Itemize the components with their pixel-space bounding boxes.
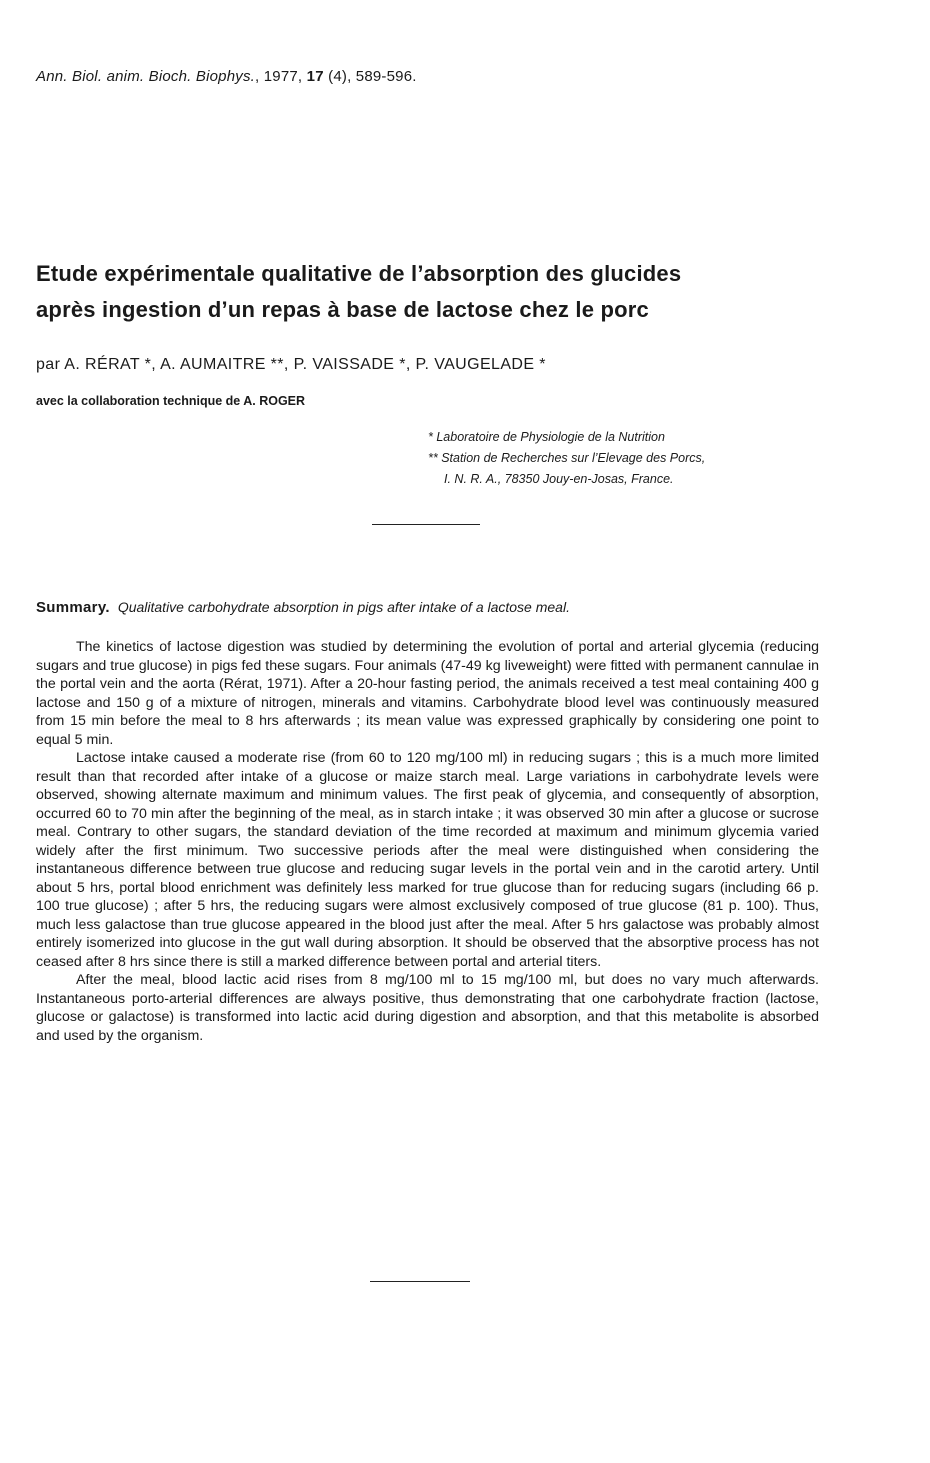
summary-heading [36,599,570,616]
author-list: par A. RÉRAT *, A. AUMAITRE **, P. VAISSADE *, P. VAUGELADE * [36,356,546,373]
summary-paragraph: After the meal, blood lactic acid rises from 8 mg/100 ml to 15 mg/100 ml, but does no vary much afterwards. Instantaneous porto-arterial differences are always positive, thus demonstrating that one carbohydrate fraction (lactose, glucose or galactose) is transformed into lactic acid during digestion and absorption, and that this metabolite is absorbed and used by the organism. [36,972,819,1044]
journal-reference [36,68,417,85]
journal-name: Ann. Biol. anim. Bioch. Biophys. [36,68,256,85]
affiliation-nutrition: * Laboratoire de Physiologie de la Nutrition [428,430,665,444]
separator-rule [372,524,480,525]
affiliations [428,427,705,490]
summary-paragraph: Lactose intake caused a moderate rise (from 60 to 120 mg/100 ml) in reducing sugars ; this is a much more limited result than that recorded after intake of a glucose or maize starch meal. Large variations in carbohydrate levels were observed, showing alternate maximum and minimum values. The first peak of glycemia, and consequently of absorption, occurred 60 to 70 min after the beginning of the meal, as in starch intake ; it was observed 30 min after a glucose or sucrose meal. Contrary to other sugars, the standard deviation of the time recorded at maximum and minimum glycemia varied widely after the first minimum. Two successive periods after the meal were distinguished when considering the instantaneous difference between true glucose and reducing sugar levels in the portal vein and in the carotid artery. Until about 5 hrs, portal blood enrichment was definitely less marked for true glucose than for reducing sugars (including 66 p. 100 true glucose) ; after 5 hrs, the reducing sugars were almost exclusively composed of true glucose (81 p. 100). Thus, much less galactose than true glucose appeared in the blood just after the meal. After 5 hrs galactose was probably almost entirely isomerized into glucose in the gut wall during absorption. It should be observed that the absorptive process has not ceased after 8 hrs since there is still a marked difference between portal and arterial titers. [36,750,819,970]
summary-body [36,638,819,1045]
technical-collaboration: avec la collaboration technique de A. ROGER [36,394,306,408]
article-title [36,256,896,328]
summary-paragraph: The kinetics of lactose digestion was studied by determining the evolution of portal and arterial glycemia (reducing sugars and true glucose) in pigs fed these sugars. Four animals (47-49 kg liveweight) were fitted with permanent cannulae in the portal vein and the aorta (Rérat, 1971). After a 20-hour fasting period, the animals received a test meal containing 400 g lactose and 150 g of a mixture of nitrogen, minerals and vitamins. Carbohydrate blood level was continuously measured from 15 min before the meal to 8 hrs afterwards ; its mean value was expressed graphically by considering one point to equal 5 min. [36,639,819,748]
summary-label: Summary. [36,599,110,616]
end-rule [370,1281,470,1282]
journal-year: , 1977, [255,68,303,85]
summary-subtitle: Qualitative carbohydrate absorption in pigs after intake of a lactose meal. [117,599,570,615]
journal-issue-pages: (4), 589-596. [328,68,417,85]
affiliation-pigs: ** Station de Recherches sur l’Elevage des Porcs, [428,451,706,465]
affiliation-address: I. N. R. A., 78350 Jouy-en-Josas, France. [444,472,674,486]
title-line: après ingestion d’un repas à base de lactose chez le porc [36,297,649,322]
title-line: Etude expérimentale qualitative de l’absorption des glucides [36,261,682,286]
journal-volume: 17 [306,68,324,85]
